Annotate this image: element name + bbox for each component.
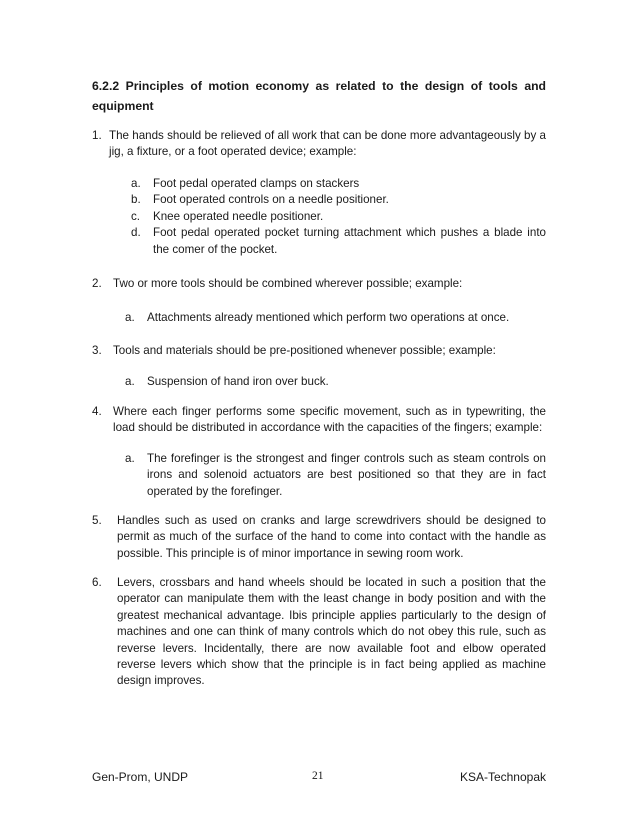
sublist-2	[92, 310, 546, 326]
sub-item-letter: b.	[131, 193, 141, 207]
list-item-number: 6.	[92, 576, 102, 589]
list-item-text: Levers, crossbars and hand wheels should be located in such a position that the operator can manipulate them with the least change in body position and with the greatest mechanical advantage. Ibis principle applies particularly to the design of machines and one can think of many controls which do not obey this rule, such as reverse levers. Incidentally, there are now available foot and elbow operated reverse levers which show that the principle is in fact being applied as machine design improves.	[117, 576, 546, 688]
sub-item-text: Attachments already mentioned which perform two operations at once.	[147, 311, 510, 324]
section-heading: 6.2.2 Principles of motion economy as related to the design of tools and equipment	[92, 79, 546, 113]
sub-item-letter: a.	[125, 311, 135, 324]
list-item-text: The hands should be relieved of all work that can be done more advantageously by a jig, a fixture, or a foot operated device; example:	[109, 129, 546, 159]
list-item-1	[92, 128, 546, 161]
sub-item-text: Knee operated needle positioner.	[153, 209, 324, 223]
sub-item-text: Foot operated controls on a needle positioner.	[153, 193, 389, 207]
page-number: 21	[312, 770, 324, 782]
sub-item-letter: c.	[131, 209, 141, 223]
sub-item-letter: a.	[125, 375, 135, 388]
sub-item-text: Suspension of hand iron over buck.	[147, 375, 329, 388]
list-item-2	[92, 276, 546, 292]
list-item-3	[92, 343, 546, 359]
list-item-number: 2.	[92, 277, 102, 290]
list-item-text: Handles such as used on cranks and large screwdrivers should be designed to permit as much of the surface of the hand to come into contact with the handle as possible. This principle is of minor importance in sewing room work.	[117, 514, 546, 560]
list-item-5	[92, 513, 546, 562]
list-item-number: 3.	[92, 344, 102, 357]
footer-company: KSA-Technopak	[459, 770, 546, 784]
sub-item-letter: a.	[125, 452, 135, 465]
footer-organization: Gen-Prom, UNDP	[92, 770, 189, 784]
list-item-number: 4.	[92, 405, 102, 418]
list-item-text: Two or more tools should be combined wherever possible; example:	[113, 277, 463, 290]
sub-item-letter: a.	[131, 177, 141, 190]
sublist-3	[92, 374, 546, 390]
sub-item-text: The forefinger is the strongest and finger controls such as steam controls on irons and solenoid actuators are best positioned so that they are in fact operated by the forefinger.	[147, 452, 546, 498]
sublist-4	[92, 451, 546, 500]
list-item-text: Tools and materials should be pre-positioned whenever possible; example:	[113, 344, 496, 357]
list-item-number: 5.	[92, 514, 102, 527]
sub-item-letter: d.	[131, 226, 141, 240]
list-item-number: 1.	[92, 129, 102, 142]
page-footer	[92, 770, 546, 788]
sub-item-text: Foot pedal operated pocket turning attachment which pushes a blade into the comer of the pocket.	[153, 226, 546, 256]
sublist-1	[92, 176, 546, 258]
list-item-6	[92, 575, 546, 690]
list-item-text: Where each finger performs some specific movement, such as in typewriting, the load should be distributed in accordance with the capacities of the fingers; example:	[113, 405, 546, 435]
list-item-4	[92, 404, 546, 437]
sub-item-text: Foot pedal operated clamps on stackers	[153, 177, 360, 190]
